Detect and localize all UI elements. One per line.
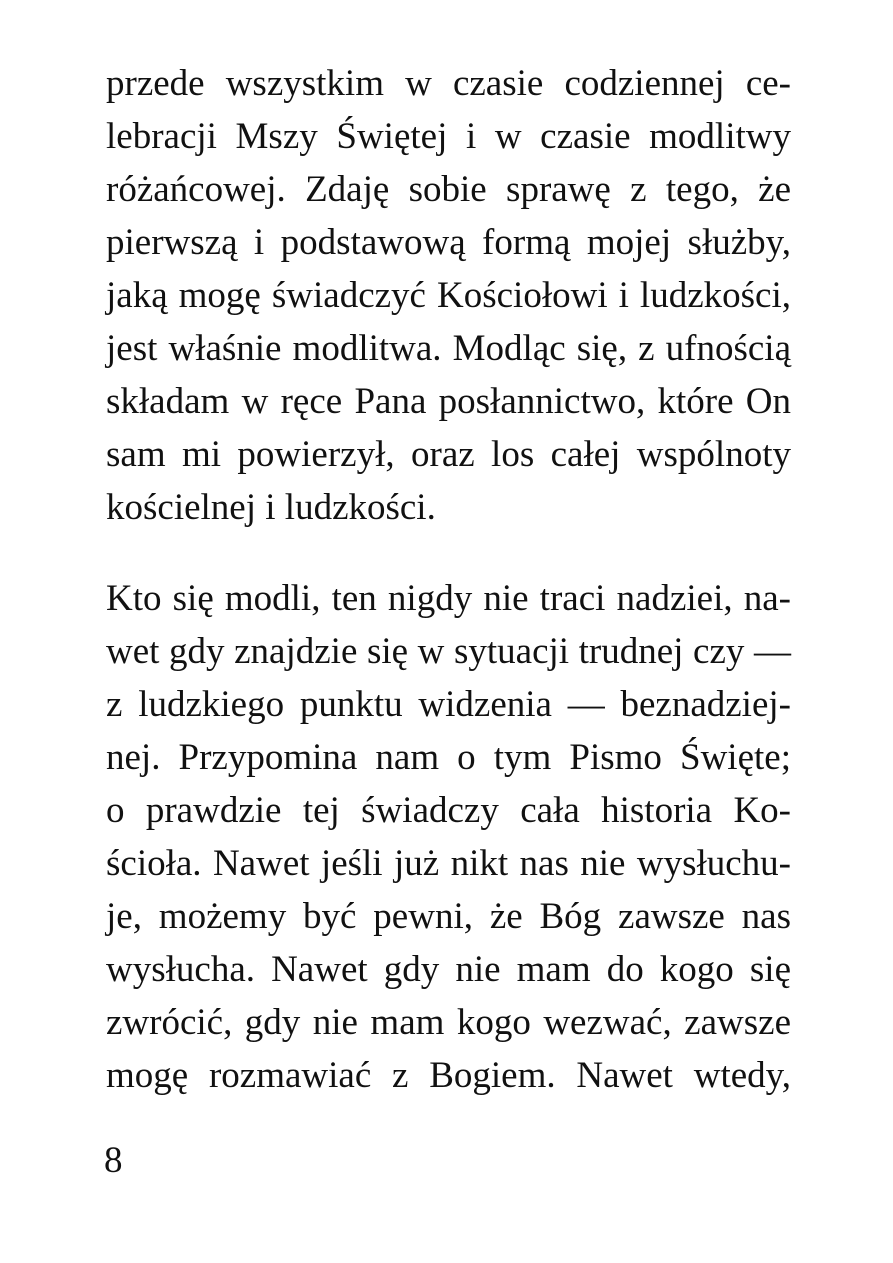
text-line: o prawdzie tej świadczy cała historia Ko- <box>106 790 791 831</box>
paragraph-2 <box>106 572 791 1102</box>
text-line: ścioła. Nawet jeśli już nikt nas nie wysłuchu- <box>106 843 791 884</box>
text-line: z ludzkiego punktu widzenia — beznadziej- <box>106 684 791 725</box>
text-line: Kto się modli, ten nigdy nie traci nadziei, na- <box>106 578 791 619</box>
text-line: je, możemy być pewni, że Bóg zawsze nas <box>106 896 791 937</box>
text-line: wet gdy znajdzie się w sytuacji trudnej czy — <box>106 631 791 672</box>
text-line: lebracji Mszy Świętej i w czasie modlitwy <box>106 116 791 157</box>
text-line: jaką mogę świadczyć Kościołowi i ludzkości, <box>106 275 791 316</box>
text-line: zwrócić, gdy nie mam kogo wezwać, zawsze <box>106 1002 791 1043</box>
text-line: jest właśnie modlitwa. Modląc się, z ufnością <box>106 328 791 369</box>
paragraph-1 <box>106 57 791 534</box>
text-line: pierwszą i podstawową formą mojej służby, <box>106 222 791 263</box>
text-line: nej. Przypomina nam o tym Pismo Święte; <box>106 737 791 778</box>
text-line: składam w ręce Pana posłannictwo, które On <box>106 381 791 422</box>
text-line: różańcowej. Zdaję sobie sprawę z tego, że <box>106 169 791 210</box>
text-line: mogę rozmawiać z Bogiem. Nawet wtedy, <box>106 1055 791 1096</box>
text-line: kościelnej i ludzkości. <box>106 487 436 528</box>
text-line: wysłucha. Nawet gdy nie mam do kogo się <box>106 949 791 990</box>
page-number: 8 <box>104 1140 123 1181</box>
text-line: sam mi powierzył, oraz los całej wspólnoty <box>106 434 791 475</box>
text-line: przede wszystkim w czasie codziennej ce- <box>106 63 791 104</box>
